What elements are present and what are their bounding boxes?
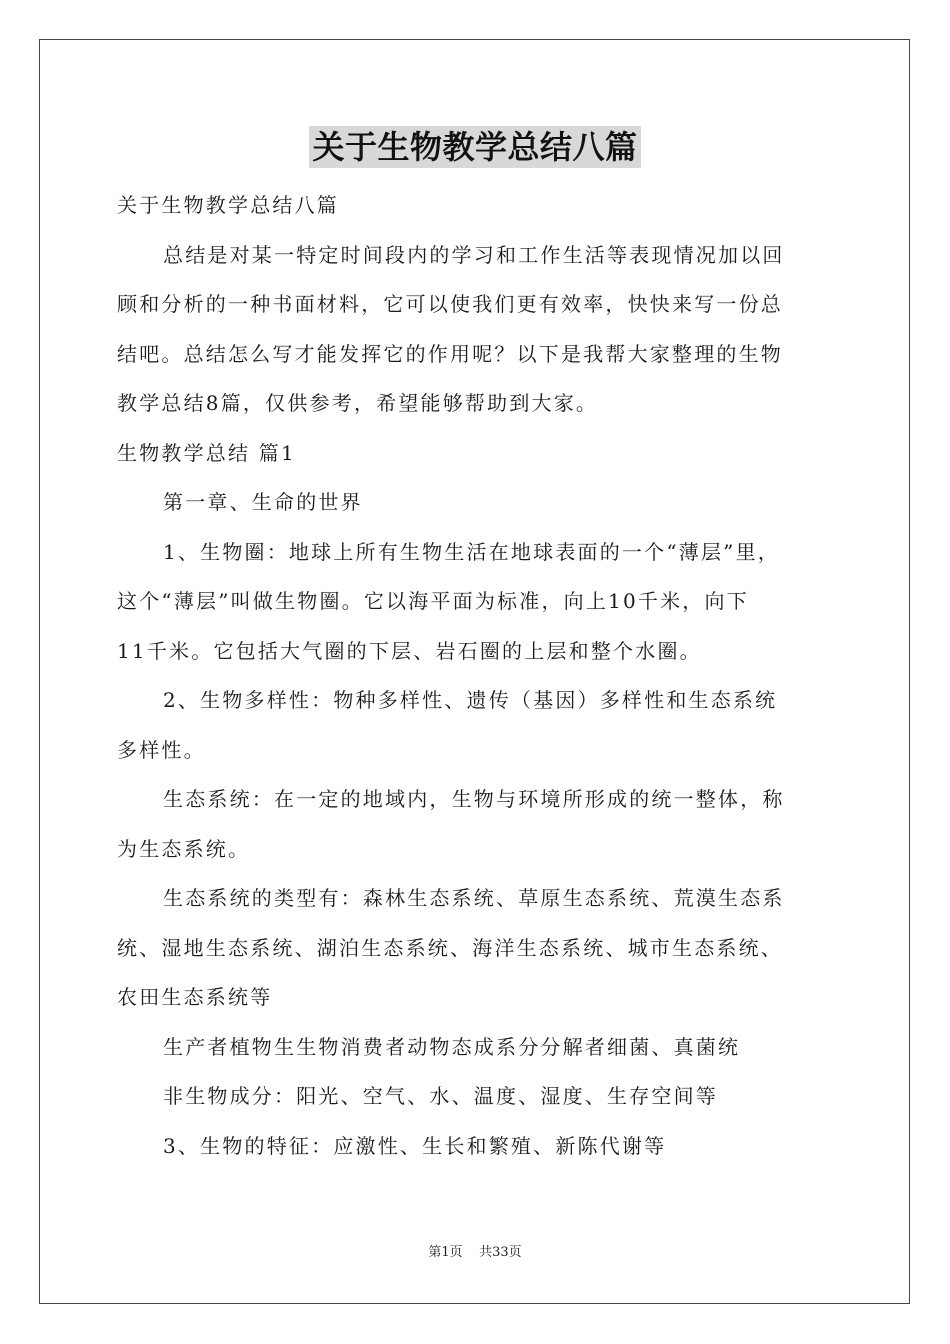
body-line: 非生物成分：阳光、空气、水、温度、湿度、生存空间等	[163, 1084, 718, 1108]
body-line: 11千米。它包括大气圈的下层、岩石圈的上层和整个水圈。	[117, 638, 702, 663]
page-total: 共33页	[479, 1245, 522, 1260]
body-line: 总结是对某一特定时间段内的学习和工作生活等表现情况加以回	[163, 242, 785, 267]
document-body	[117, 181, 835, 1171]
body-line: 1、生物圈：地球上所有生物生活在地球表面的一个“薄层”里，	[163, 539, 780, 564]
body-line: 生产者植物生生物消费者动物态成系分分解者细菌、真菌统	[163, 1034, 741, 1059]
body-line: 统、湿地生态系统、湖泊生态系统、海洋生态系统、城市生态系统、	[117, 935, 783, 960]
page-footer	[0, 1244, 950, 1262]
footer-spacer	[463, 1245, 480, 1260]
body-line: 3、生物的特征：应激性、生长和繁殖、新陈代谢等	[163, 1133, 667, 1158]
document-title: 关于生物教学总结八篇	[309, 126, 640, 168]
body-line: 多样性。	[117, 737, 206, 762]
title-container	[0, 126, 950, 168]
body-line: 生态系统：在一定的地域内，生物与环境所形成的统一整体，称	[163, 787, 785, 811]
page-number: 第1页	[428, 1245, 463, 1260]
body-line: 生态系统的类型有：森林生态系统、草原生态系统、荒漠生态系	[163, 886, 785, 910]
chapter-heading: 第一章、生命的世界	[163, 490, 363, 514]
body-line: 教学总结8篇，仅供参考，希望能够帮助到大家。	[117, 391, 599, 415]
body-line: 结吧。总结怎么写才能发挥它的作用呢？以下是我帮大家整理的生物	[117, 341, 783, 366]
body-line: 为生态系统。	[117, 836, 251, 861]
section-heading: 生物教学总结 篇1	[117, 440, 296, 465]
body-line: 关于生物教学总结八篇	[117, 193, 339, 217]
body-line: 2、生物多样性：物种多样性、遗传（基因）多样性和生态系统	[163, 688, 778, 712]
body-line: 农田生态系统等	[117, 985, 273, 1009]
body-line: 这个“薄层”叫做生物圈。它以海平面为标准，向上10千米，向下	[117, 589, 749, 613]
body-line: 顾和分析的一种书面材料，它可以使我们更有效率，快快来写一份总	[117, 292, 783, 316]
